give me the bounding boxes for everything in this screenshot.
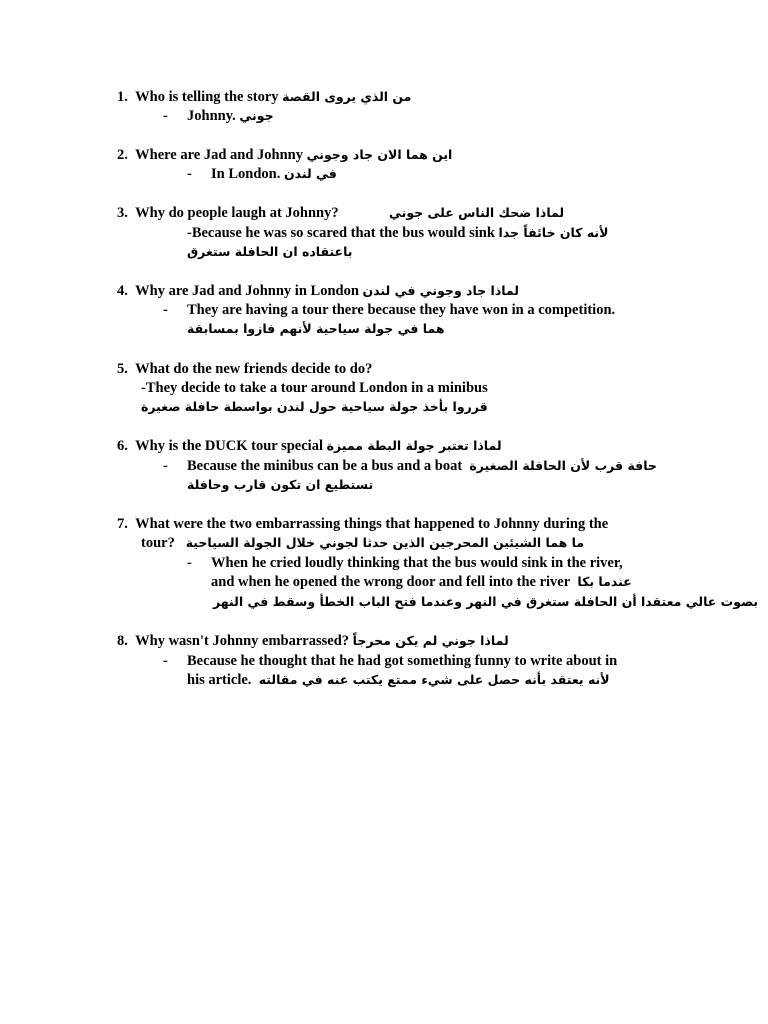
- question-3: [117, 204, 339, 222]
- question-text: tour special: [247, 438, 323, 454]
- answer-dash: -: [163, 458, 168, 474]
- answer-text-arabic: هما في جولة سياحية لأنهم فازوا بمسابقة: [187, 321, 445, 336]
- answer-dash: -: [187, 555, 192, 571]
- question-5: [117, 360, 372, 378]
- question-text: Why is the: [135, 438, 205, 454]
- answer-text: -They decide to take a tour around London in a minibus: [141, 380, 488, 396]
- question-text-continued: tour?: [141, 535, 175, 551]
- question-1: [117, 88, 411, 106]
- answer-text-continued: his article.: [187, 672, 252, 688]
- answer-text-arabic: حافة قرب لأن الحافلة الصغيرة: [469, 458, 657, 473]
- question-text-arabic: لماذا جاد وجوني في لندن: [362, 283, 519, 298]
- question-text-arabic: من الذي يروى القصة: [282, 89, 412, 104]
- question-8: [117, 632, 509, 650]
- question-number: 2.: [117, 147, 128, 163]
- answer-dash: -: [163, 302, 168, 318]
- answer-8-continued: [187, 671, 610, 689]
- answer-text-arabic-continued: تستطيع ان تكون قارب وحافلة: [187, 477, 374, 492]
- question-text-arabic: لماذا ضحك الناس على جوني: [389, 205, 565, 220]
- question-text: What were the two embarrassing things that happened to Johnny during the: [135, 516, 609, 532]
- answer-6: [187, 457, 657, 475]
- answer-text-arabic-continued: باعتقاده ان الحافلة ستغرق: [187, 244, 353, 259]
- question-6: [117, 437, 502, 455]
- question-text: What do the new friends decide to do?: [135, 361, 373, 377]
- answer-text-arabic-continued: بصوت عالي معتقدا أن الحافلة ستغرق في النهر وعندما فتح الباب الخطأ وسقط في النهر: [213, 594, 759, 609]
- answer-text: When he cried loudly thinking that the bus would sink in the river,: [211, 555, 623, 571]
- question-text: Where are Jad and Johnny: [135, 147, 303, 163]
- question-7: [117, 515, 608, 533]
- answer-3: [187, 224, 608, 242]
- answer-text: In London.: [211, 166, 281, 182]
- question-4: [117, 282, 519, 300]
- answer-dash: -: [187, 166, 192, 182]
- question-text: Why wasn't Johnny embarrassed?: [135, 633, 350, 649]
- question-7-continued: [141, 534, 584, 552]
- answer-dash: -: [163, 653, 168, 669]
- question-number: 6.: [117, 438, 128, 454]
- question-text: Why are Jad and Johnny in London: [135, 283, 359, 299]
- answer-text-continued: and when he opened the wrong door and fell into the river: [211, 574, 571, 590]
- answer-1: [187, 107, 274, 125]
- question-number: 1.: [117, 89, 128, 105]
- answer-text: Because the minibus can be a bus and a boat: [187, 458, 463, 474]
- answer-text: -Because he was so scared that the bus would sink: [187, 225, 495, 241]
- question-number: 4.: [117, 283, 128, 299]
- answer-7-continued: [211, 573, 632, 591]
- answer-text-arabic: في لندن: [283, 166, 337, 181]
- question-text: Who is telling the story: [135, 89, 279, 105]
- answer-text: They are having a tour there because they have won in a competition.: [187, 302, 616, 318]
- answer-dash: -: [163, 108, 168, 124]
- question-number: 8.: [117, 633, 128, 649]
- answer-text: Johnny.: [187, 108, 236, 124]
- answer-text-arabic: جوني: [239, 108, 274, 123]
- answer-text-arabic: عندما بكا: [577, 574, 632, 589]
- answer-text: Because he thought that he had got something funny to write about in: [187, 653, 618, 669]
- answer-text-arabic: قرروا بأخذ جولة سياحية حول لندن بواسطة حافلة صغيرة: [141, 399, 488, 414]
- question-2: [117, 146, 452, 164]
- question-text-duck: DUCK: [204, 438, 248, 454]
- question-text-arabic: لماذا جوني لم يكن محرجاً: [352, 633, 509, 648]
- question-number: 7.: [117, 516, 128, 532]
- question-text-arabic: ما هما الشيئين المحرجين الذين حدثا لجوني خلال الجولة السياحية: [185, 535, 585, 550]
- answer-text-arabic: لأنه كان خائفاً جدا: [498, 225, 609, 240]
- answer-text-arabic: لأنه يعتقد بأنه حصل على شيء ممتع يكتب عنه في مقالته: [258, 672, 610, 687]
- question-number: 5.: [117, 361, 128, 377]
- question-number: 3.: [117, 205, 128, 221]
- question-text: Why do people laugh at Johnny?: [135, 205, 339, 221]
- answer-2: [211, 165, 337, 183]
- question-text-arabic: اين هما الان جاد وجوني: [306, 147, 453, 162]
- question-text-arabic: لماذا تعتبر جولة البطة مميزة: [326, 438, 502, 453]
